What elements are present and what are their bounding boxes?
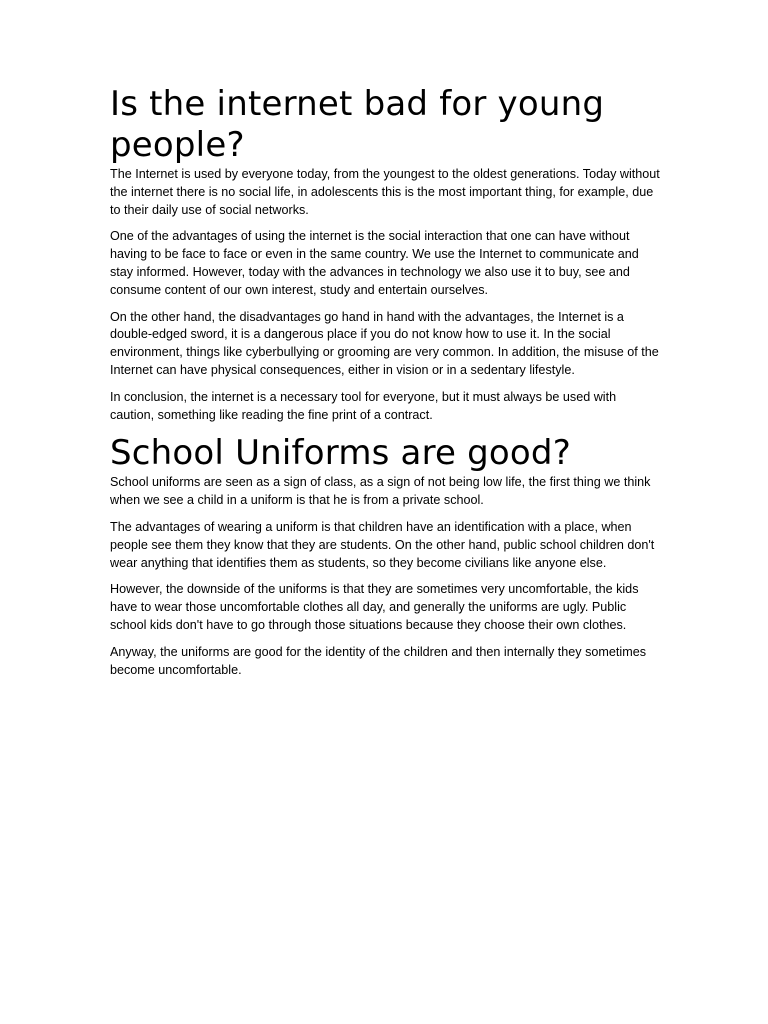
paragraph-uniforms-4: Anyway, the uniforms are good for the identity of the children and then internally they sometimes become uncomfortable. <box>110 644 646 677</box>
paragraph-internet-1: The Internet is used by everyone today, from the youngest to the oldest generations. Today without the internet there is no social life, in adolescents this is the most important thing, for example, due to their daily use of social networks. <box>110 167 660 217</box>
section-uniforms <box>110 433 660 679</box>
document-page <box>110 84 660 688</box>
paragraph-internet-4: In conclusion, the internet is a necessary tool for everyone, but it must always be used with caution, something like reading the fine print of a contract. <box>110 389 617 422</box>
section-internet <box>110 84 660 424</box>
paragraph-uniforms-2: The advantages of wearing a uniform is that children have an identification with a place, when people see them they know that they are students. On the other hand, public school children don't wear anything that identifies them as students, so they become civilians like anyone else. <box>110 519 655 570</box>
paragraph-uniforms-1: School uniforms are seen as a sign of class, as a sign of not being low life, the first thing we think when we see a child in a uniform is that he is from a private school. <box>110 475 651 508</box>
paragraph-uniforms-3: However, the downside of the uniforms is that they are sometimes very uncomfortable, the kids have to wear those uncomfortable clothes all day, and generally the uniforms are ugly. Public school kids don't have to go through those situations because they choose their own clothes. <box>110 582 639 632</box>
paragraph-internet-2: One of the advantages of using the internet is the social interaction that one can have without having to be face to face or even in the same country. We use the Internet to communicate and stay informed. However, today with the advances in technology we also use it to buy, see and consume content of our own interest, study and entertain ourselves. <box>110 229 639 297</box>
paragraph-internet-3: On the other hand, the disadvantages go hand in hand with the advantages, the Internet is a double-edged sword, it is a dangerous place if you do not know how to use it. In the social environment, things like cyberbullying or grooming are very common. In addition, the misuse of the Internet can have physical consequences, either in vision or in a sedentary lifestyle. <box>110 309 659 377</box>
section-heading-uniforms: School Uniforms are good? <box>110 433 571 474</box>
section-heading-internet: Is the internet bad for young people? <box>110 84 605 165</box>
